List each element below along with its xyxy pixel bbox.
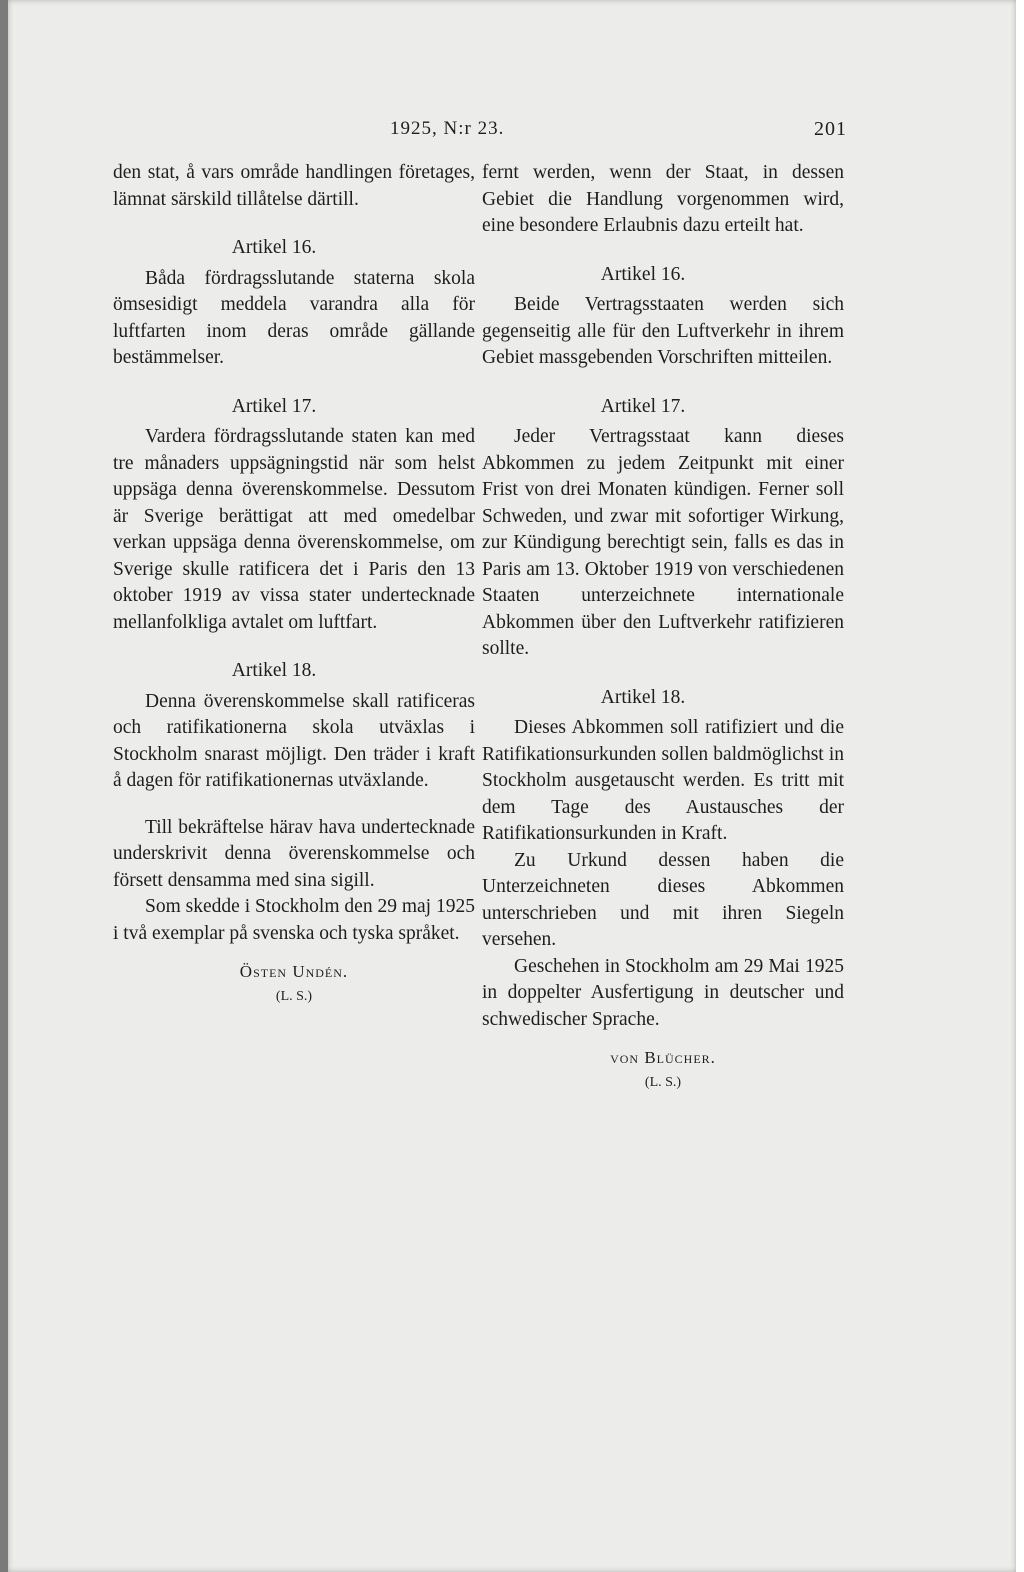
- swedish-art18-heading: Artikel 18.: [231, 660, 317, 681]
- page-header: [8, 118, 1016, 146]
- issue-number: 1925, N:r 23.: [390, 118, 505, 139]
- swedish-seal: (L. S.): [275, 988, 313, 1004]
- swedish-column: [113, 160, 475, 1010]
- swedish-art17-text: Vardera fördragsslutande staten kan med tre månaders uppsägningstid när som helst uppsäga denna överenskommelse. Dessutom är Sverige berättigat att med omedelbar verkan uppsäga denna överenskommelse, om Sverige skulle ratificera det i Paris den 13 oktober 1919 av vissa stater undertecknade mellanfolkliga avtalet om luftfart.: [113, 426, 475, 633]
- binding-edge: [0, 0, 8, 1572]
- german-intro: fernt werden, wenn der Staat, in dessen Gebiet die Handlung vorgenommen wird, eine besondere Erlaubnis dazu erteilt hat.: [482, 162, 844, 236]
- page-number: 201: [814, 118, 847, 140]
- swedish-done-clause: Som skedde i Stockholm den 29 maj 1925 i två exemplar på svenska och tyska språket.: [113, 896, 475, 944]
- german-signature: von Blücher.: [610, 1048, 716, 1067]
- german-art17-heading: Artikel 17.: [600, 395, 686, 417]
- swedish-art16-text: Båda fördragsslutande staterna skola ömsesidigt meddela varandra alla för luftfarten inom deras område gällande bestämmelser.: [113, 267, 475, 368]
- german-art17-text: Jeder Vertragsstaat kann dieses Abkommen zu jedem Zeitpunkt mit einer Frist von drei Monaten kündigen. Ferner soll Schweden, und zwar mit sofortiger Wirkung, zur Kündigung berechtigt sein, falls es das in Paris am 13. Oktober 1919 von verschiedenen Staaten unterzeichnete internationale Abkommen über den Luftverkehr ratifizieren sollte.: [482, 426, 844, 659]
- german-witness-clause: Zu Urkund dessen haben die Unterzeichneten dieses Abkommen unterschrieben und mit ihren Siegeln versehen.: [482, 849, 844, 950]
- german-column: [482, 160, 844, 1096]
- swedish-art16-heading: Artikel 16.: [231, 237, 317, 258]
- swedish-witness-clause: Till bekräftelse härav hava undertecknade underskrivit denna överenskommelse och försett densamma med sina sigill.: [113, 816, 475, 891]
- swedish-signature: Östen Undén.: [239, 962, 349, 981]
- german-art16-text: Beide Vertragsstaaten werden sich gegenseitig alle für den Luftverkehr in ihrem Gebiet massgebenden Vorschriften mitteilen.: [482, 294, 844, 368]
- swedish-intro: den stat, å vars område handlingen företages, lämnat särskild tillåtelse därtill.: [113, 162, 475, 210]
- german-done-clause: Geschehen in Stockholm am 29 Mai 1925 in doppelter Ausfertigung in deutscher und schwedischer Sprache.: [482, 955, 844, 1030]
- german-art16-heading: Artikel 16.: [600, 263, 686, 285]
- swedish-art17-heading: Artikel 17.: [231, 395, 317, 417]
- document-page: [8, 0, 1016, 1572]
- swedish-art18-text: Denna överenskommelse skall ratificeras och ratifikationerna skola utväxlas i Stockholm snarast möjligt. Den träder i kraft å dagen för ratifikationernas utväxlande.: [113, 690, 475, 791]
- german-art18-heading: Artikel 18.: [600, 686, 686, 708]
- german-art18-text: Dieses Abkommen soll ratifiziert und die Ratifikationsurkunden sollen baldmöglichst in Stockholm ausgetauscht werden. Es tritt mit dem Tage des Austausches der Ratifikationsurkunden in Kraft.: [482, 717, 844, 844]
- german-seal: (L. S.): [644, 1074, 682, 1090]
